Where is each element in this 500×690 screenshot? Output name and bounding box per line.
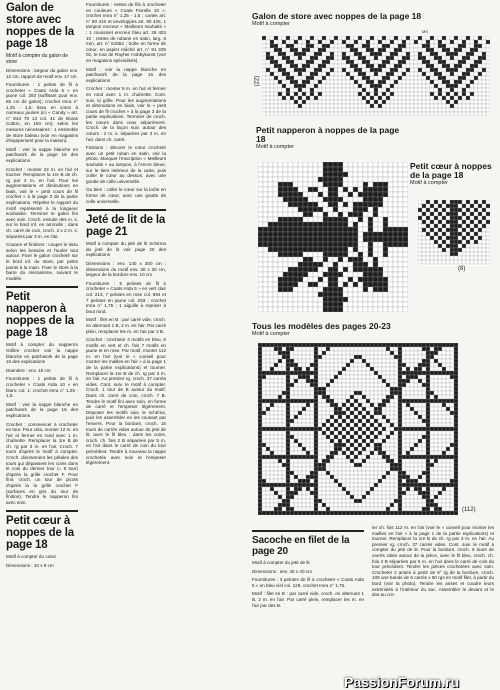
napperon-chart-subtitle: Motif à compter	[256, 144, 294, 150]
coeur-crochet: Crochet : monter 8 m. en l'air et fermer en rond avec 1 m. chaînette. Cont. suiv. la grille. Pour les augmentations et diminutions en biais, voir le « petit cours de fil crochet » à la page 3 de la partie explications. Terminer de croch. les cœurs dans ceux séparément. Croch. de la façon suiv. autour des cœurs : 2 m. s. séparées par 3 m. en l'air, dans ch. carré.	[86, 86, 166, 142]
column-sacoche	[252, 525, 364, 611]
galon-subtitle: Motif à compter du galon de store	[6, 53, 68, 65]
section-title-coeur: Petit cœur à noppes de la page 18	[6, 515, 74, 552]
sacoche-subtitle: Motif à compter du jeté de lit	[252, 560, 310, 565]
jete-grid	[258, 343, 458, 515]
galon-fournitures: Fournitures : 1 pelote de fil à crocheter « Coats Aïda 5 » en jaune col. 293 (suffisant pour env. 85 cm de galon); crochet Imra n° 1,25 - 1,5; tissu en coton à carreaux jaunes (ici « Candy » art. n° 843 79 13 col. 41 de Boras Cotton, en 150 cm); selon les mesures nécessaires : 1 ensemble de store baleau (voir en magasins d'équipement pour la maison).	[6, 82, 78, 144]
divider	[6, 286, 78, 288]
coeur-finitions: Finitions : décorer le cœur crocheté avec un petit ruban en satin, voir la photo. Marquer l'inscription « Meilleurs souhaits » au tampon, à l'encre bleue, sur le tiers intérieur de la carte, puis coller le cœur au dessus, avec une goutte de colle universelle.	[86, 145, 166, 184]
jete-subtitle: Motif à compter du jeté de lit Schéma du jeté de lit voir page 20 des explications	[86, 241, 166, 258]
section-title-jete: Jeté de lit de la page 21	[86, 214, 166, 239]
heart-chart-subtitle: Motif à compter	[410, 180, 448, 186]
napperon-chart-title: Petit napperon à noppes de la page 18	[256, 125, 400, 144]
napperon-subtitle: Motif à compter du napperon Grilles crochet voir la nappe blanche en patchwork de la page 16 des explications	[6, 342, 78, 365]
galon-count-label: (22)	[254, 75, 261, 87]
napperon-fournitures: Fournitures : 1 pelote de fil à crocheter « Coats Aïda 10 » en blanc col. 1; crochet Imra n° 1,25 - 1,5.	[6, 376, 78, 399]
column-left	[6, 2, 78, 572]
galon-chart-title: Galon de store avec noppes de la page 18	[252, 11, 422, 21]
jete-count-label: (112)	[462, 507, 476, 513]
galon-chart-block	[252, 12, 496, 27]
divider	[86, 209, 166, 211]
jete-dimensions: Dimensions : env. 140 x 200 cm ; dimensions du motif env. 30 x 30 cm, largeur de la bordure env. 10 cm	[86, 260, 166, 278]
napperon-motif: Motif : voir la nappe blanche en patchwork de la page 16 des explications	[6, 401, 78, 418]
napperon-diametre: Diamètre : env. 19 cm	[6, 367, 51, 373]
heart-grid	[418, 200, 490, 266]
section-title-galon: Galon de store avec noppes de la page 18	[6, 2, 74, 50]
column-sacoche-continued	[372, 525, 494, 601]
sacoche-dimensions: Dimensions : env. 40 x 40 cm	[252, 568, 312, 574]
heart-chart-block	[410, 162, 496, 186]
coeur-dimensions: Dimensions : 10 x 9 cm	[6, 563, 54, 568]
coeur-subtitle: Motif à compter du cœur	[6, 554, 57, 560]
napperon-chart-block	[256, 126, 406, 150]
heart-count-label: (8)	[458, 266, 466, 272]
jete-motif: Motif : filet en B : par carré vide, croch. en alternant 1 B, 2 m. en l'air. Par carré plein, remplacer les m. en l'air par 2 B.	[86, 317, 166, 334]
sacoche-crochet: ter ch. fois 112 m. en l'air (voir le « conseil pour monter les mailles en l'air » à la page 1 de la partie explications) et tourner. Remplacer la 1re B de ch. rg par 3 m. en l'air. Au premier rg, croch. 37 carrés vides. Cont. suiv. le motif à compter du jeté de lit. Pour la bordure, croch. 9 tours de carrés vides autour de la pièce, avec le fil bleu, croch. ch. fois 2 B séparées par 5 m. en l'air dans le carré de coin du tour précédent. Tendre les pièces crochetées avec soin. Crocheter 2 anses à partir de 9° rg de la bordure, croch. 105 une bande de 5 carrés x 50 rgs en motif filet, à partir du bord (voir la photo). Tendre les anses et coudre leurs extrémités à l'intérieur du sac. Assembler le devant et le dos au cro-	[372, 525, 494, 598]
heart-chart-title: Petit cœur à noppes de la page 18	[410, 161, 492, 180]
coeur-fournitures: Fournitures : restes de fils à crocheter en couleurs « Coats Fiorella 10 »; crochet Imra n° 1,25 - 1,5 ; cartes art. n° 80 410 et enveloppes art. 80 425, 1 tampon encreur « Meilleurs souhaits » ; 1 coussinet encreur bleu art. 28 403 10 ; restes de rubans en satin, larg. 6 mm, art. n° 51552 ; boîte en forme de cœur, en papier mâché art. n° 81 229 02, le tout de Rayher Hobbykunst (voir en magasins spécialisés).	[86, 2, 166, 63]
jete-chart-svg	[258, 343, 458, 515]
jete-fournitures: Fournitures : 5 pelotes de fil à crocheter « Coats Aïda 5 » en vert clair col. 213, 7 pelotes en rose col. 894 et 7 pelotes en jaune col. 293 ; crochet Imra n° 1,75 ; 1 aiguille à repriser à bout rond.	[86, 280, 166, 314]
galon-grid	[262, 36, 490, 116]
jete-crochet: Crochet : crocheter 4 motifs en bleu, 6 motifs en vert et ch. fois 7 motifs en jaune et en rose. Par motif, monter 112 m. en l'air (voir le « conseil pour monter les mailles en l'air » à la page 1 de la partie explications) et tourner. Remplacer la 1re B de ch. rg par 3 m. en l'air. Au premier rg, croch. 37 carrés vides. Cont. suiv. le motif à compter. Croch. 1 tour de B autour du motif. Dans ch. carré de coin, croch. 7 B. Tendre le motif fini avec soin, en forme de carré et l'empeser légèrement. Disposer les motifs suiv. le schéma, puis les assembler en les cousant par l'envers. Pour la bordure, croch. 15 tours de carrés vides autour du jeté de lit, avec le fil bleu ; dans les coins, croch. ch. fois 2 B séparées par 5 m. en l'air dans le carré de coin du tour précédent. Tendre à nouveau la nappe crochetée avec soin et l'empeser légèrement.	[86, 337, 166, 466]
galon-motif: Motif : voir la nappe blanche en patchwork de la page 16 des explications	[6, 146, 78, 163]
watermark: PassionForum.ru	[344, 674, 460, 690]
section-title-napperon: Petit napperon à noppes de la page 18	[6, 291, 74, 340]
galon-repeat-label: MS	[422, 29, 428, 34]
galon-crochet: Crochet : monter 22 m. en l'air et tourner. Remplacer la 1re B de ch. rg par 3 m. en l'air. Pour les augmentations et diminutions en biais, voir le « petit cours de fil crochet » à la page 3 de la partie explications. Répéter le rapport du motif représenté à la longueur souhaitée. Terminer le galon fini avec soin. Croch. ensuite des m. s. sur le bord inf. en arrondis ; dans ch. carré de coin, croch. 2 x 2 m. s. séparées par 3 m. en l'air.	[6, 166, 78, 239]
coeur-motif: Motif : voir la nappe blanche en patchwork de la page 16 des explications	[86, 66, 166, 83]
galon-chart-svg	[262, 36, 490, 116]
sacoche-motif: Motif : filet en B : par carré vide, croch. en alternant 1 B, 2 m. en l'air. Par carré plein, remplacer les m. en l'air par des B.	[252, 591, 364, 608]
napperon-grid	[258, 162, 408, 312]
sacoche-fournitures: Fournitures : 3 pelotes de fil à crocheter « Coats Aïda 5 » en bleu ciel col. 129, crochet Imra n° 1,75.	[252, 577, 364, 588]
divider	[6, 510, 78, 512]
column-middle	[86, 2, 166, 469]
napperon-chart-svg	[258, 162, 408, 312]
galon-chart-subtitle: Motif à compter	[252, 21, 290, 27]
jete-chart-block	[252, 322, 492, 337]
divider	[252, 530, 364, 532]
galon-finitions: Couture et finitions : couper le tissu selon les besoins et l'ourler tout autour. Fixer le galon crocheté sur le bord inf. du store, par petits points à la main. Fixer le store à la barre du mécanisme, suivant le modèle.	[6, 242, 78, 281]
coeur-ou-bien: Ou bien : coller le cœur sur la boîte en forme de cœur, avec une goutte de colle universelle.	[86, 187, 166, 204]
jete-chart-title: Tous les modèles des pages 20-23	[252, 321, 391, 331]
jete-chart-subtitle: Motif à compter	[252, 331, 290, 337]
galon-dimensions: Dimensions : largeur du galon env. 12 cm, rapport de motif env. 17 cm	[6, 68, 78, 79]
heart-chart-svg	[418, 200, 490, 266]
napperon-crochet: Crochet : commencer à crocheter en tour. Pour cela, monter 12 m. en l'air et fermer en rond avec 1 m. chaînette. Remplacer la 1re B de ch. rg par 3 m. en l'air. Croch. 7 tours d'après le motif à compter. Croch. directement les pétales des tours qui dépassent les coins dans le coin du dernier tour (= 8 tour) d'après la grille crochet F. Pour finir, croch. un tour de picots d'après la la grille crochet F (surfaces en gris du tour de finition). Tendre le napperon fini avec soin.	[6, 421, 79, 505]
section-title-sacoche: Sacoche en filet de la page 20	[252, 535, 350, 557]
